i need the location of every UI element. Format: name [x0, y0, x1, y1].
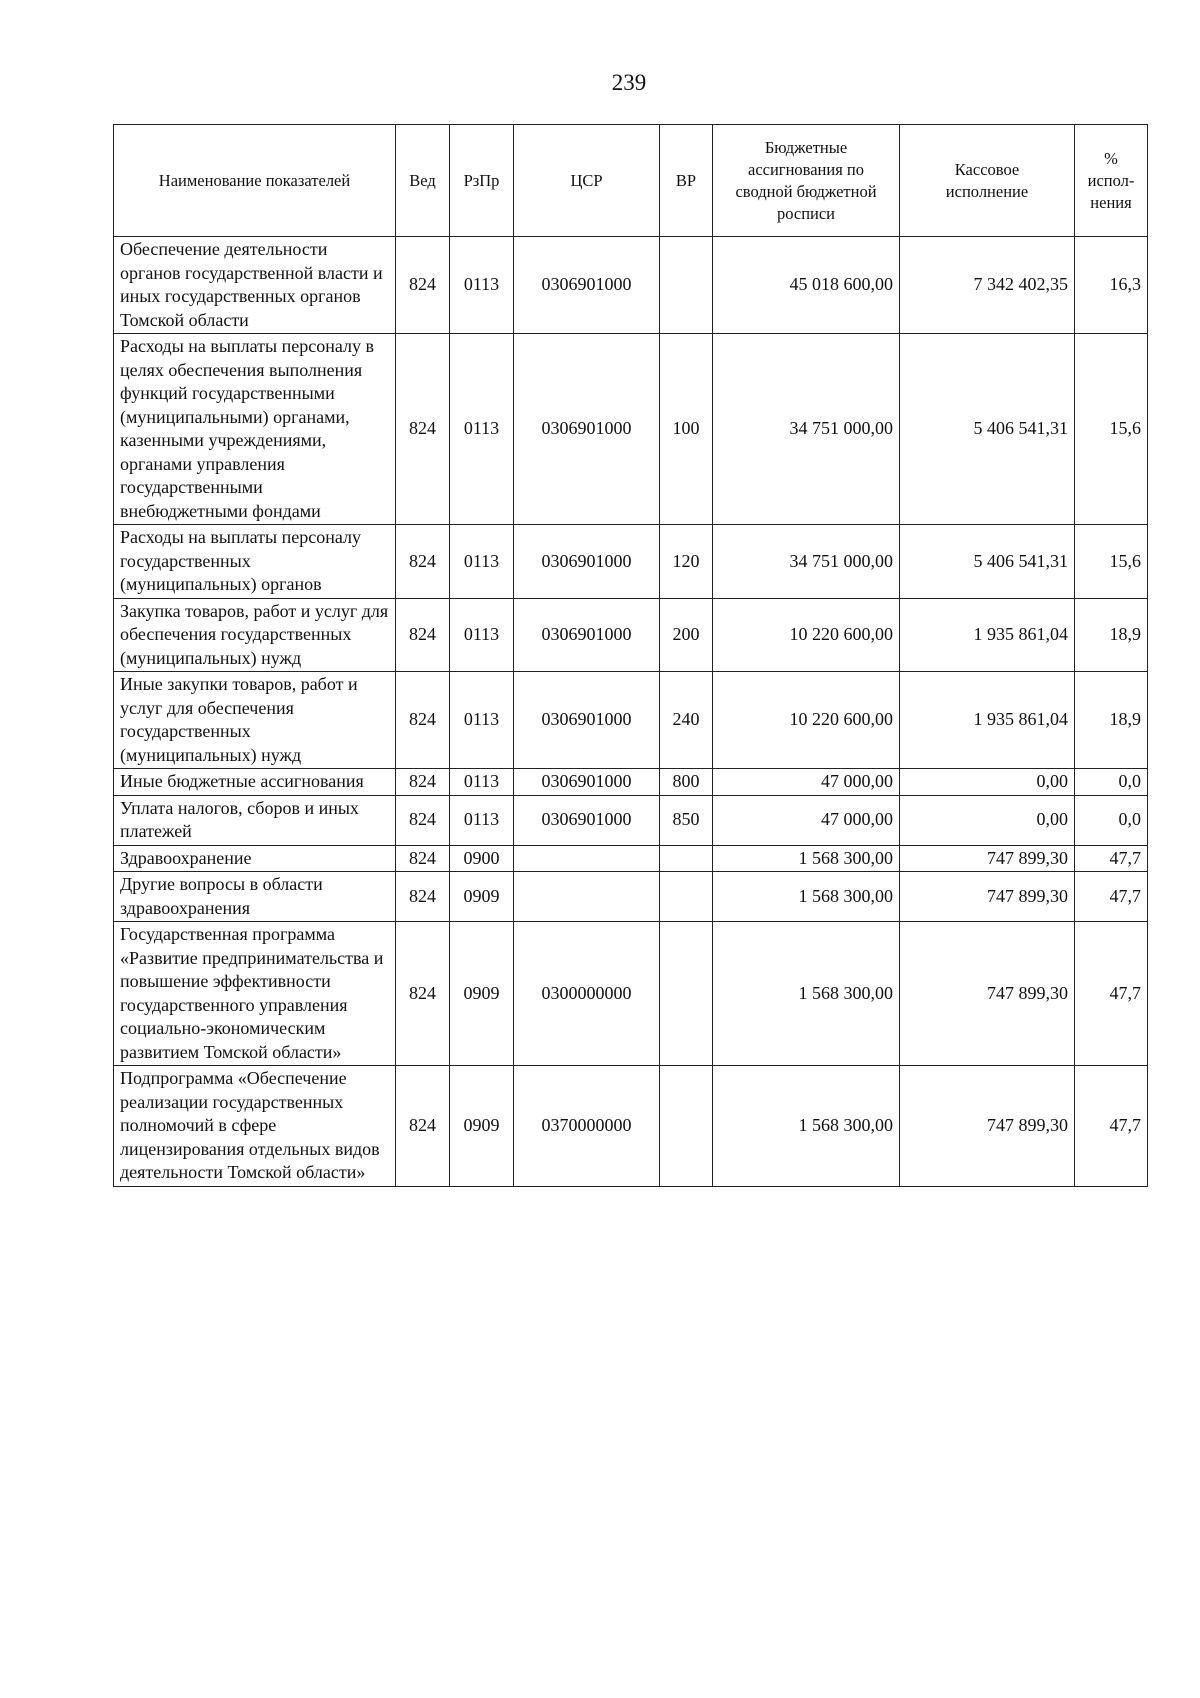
cell-csr: [514, 872, 660, 922]
cell-csr: 0306901000: [514, 237, 660, 334]
cell-percent: 16,3: [1075, 237, 1148, 334]
cell-percent: 47,7: [1075, 1066, 1148, 1187]
cell-name: Обеспечение деятельности органов государственной власти и иных государственных органов Томской области: [114, 237, 396, 334]
cell-percent: 0,0: [1075, 769, 1148, 796]
cell-vr: [660, 845, 713, 872]
cell-ved: 824: [396, 845, 450, 872]
cell-vr: 240: [660, 672, 713, 769]
cell-cash: 747 899,30: [900, 872, 1075, 922]
cell-cash: 747 899,30: [900, 922, 1075, 1066]
cell-name: Уплата налогов, сборов и иных платежей: [114, 795, 396, 845]
cell-name: Здравоохранение: [114, 845, 396, 872]
cell-budget: 1 568 300,00: [713, 845, 900, 872]
cell-name: Расходы на выплаты персоналу в целях обеспечения выполнения функций государственными (муниципальными) органами, казенными учреждениями, органами управления государственными внебюджетными фондами: [114, 334, 396, 525]
cell-rzpr: 0113: [450, 769, 514, 796]
cell-percent: 47,7: [1075, 922, 1148, 1066]
cell-vr: [660, 1066, 713, 1187]
cell-cash: 1 935 861,04: [900, 598, 1075, 672]
page-number: 239: [611, 70, 647, 95]
cell-percent: 15,6: [1075, 334, 1148, 525]
header-percent: % испол-нения: [1075, 125, 1148, 237]
table-row: [114, 525, 1148, 599]
cell-budget: 47 000,00: [713, 769, 900, 796]
cell-rzpr: 0113: [450, 795, 514, 845]
cell-vr: 200: [660, 598, 713, 672]
table-row: [114, 598, 1148, 672]
header-cash: Кассовое исполнение: [900, 125, 1075, 237]
cell-ved: 824: [396, 769, 450, 796]
cell-percent: 18,9: [1075, 598, 1148, 672]
cell-cash: 747 899,30: [900, 845, 1075, 872]
cell-rzpr: 0113: [450, 598, 514, 672]
table-row: [114, 922, 1148, 1066]
cell-budget: 45 018 600,00: [713, 237, 900, 334]
cell-csr: 0306901000: [514, 672, 660, 769]
header-rzpr: РзПр: [450, 125, 514, 237]
cell-ved: 824: [396, 1066, 450, 1187]
header-budget: Бюджетные ассигнования по сводной бюджетной росписи: [713, 125, 900, 237]
cell-budget: 1 568 300,00: [713, 872, 900, 922]
cell-vr: 120: [660, 525, 713, 599]
header-vr: ВР: [660, 125, 713, 237]
table-row: [114, 845, 1148, 872]
cell-csr: 0306901000: [514, 334, 660, 525]
cell-percent: 47,7: [1075, 845, 1148, 872]
cell-ved: 824: [396, 525, 450, 599]
cell-csr: 0306901000: [514, 525, 660, 599]
cell-cash: 747 899,30: [900, 1066, 1075, 1187]
table-row: [114, 795, 1148, 845]
cell-name: Подпрограмма «Обеспечение реализации государственных полномочий в сфере лицензирования отдельных видов деятельности Томской области»: [114, 1066, 396, 1187]
cell-cash: 5 406 541,31: [900, 334, 1075, 525]
cell-ved: 824: [396, 334, 450, 525]
cell-budget: 47 000,00: [713, 795, 900, 845]
cell-ved: 824: [396, 922, 450, 1066]
cell-vr: [660, 237, 713, 334]
cell-rzpr: 0113: [450, 334, 514, 525]
cell-rzpr: 0909: [450, 872, 514, 922]
cell-rzpr: 0113: [450, 237, 514, 334]
cell-vr: [660, 872, 713, 922]
cell-cash: 0,00: [900, 795, 1075, 845]
cell-ved: 824: [396, 672, 450, 769]
table-header-row: [114, 125, 1148, 237]
cell-name: Другие вопросы в области здравоохранения: [114, 872, 396, 922]
cell-budget: 1 568 300,00: [713, 922, 900, 1066]
cell-ved: 824: [396, 598, 450, 672]
table-row: [114, 769, 1148, 796]
cell-cash: 7 342 402,35: [900, 237, 1075, 334]
cell-cash: 1 935 861,04: [900, 672, 1075, 769]
header-csr: ЦСР: [514, 125, 660, 237]
cell-budget: 10 220 600,00: [713, 598, 900, 672]
table-row: [114, 1066, 1148, 1187]
cell-name: Иные бюджетные ассигнования: [114, 769, 396, 796]
header-ved: Вед: [396, 125, 450, 237]
table-row: [114, 334, 1148, 525]
cell-cash: 0,00: [900, 769, 1075, 796]
cell-percent: 15,6: [1075, 525, 1148, 599]
cell-percent: 47,7: [1075, 872, 1148, 922]
cell-rzpr: 0900: [450, 845, 514, 872]
table-row: [114, 872, 1148, 922]
cell-csr: 0370000000: [514, 1066, 660, 1187]
cell-name: Закупка товаров, работ и услуг для обеспечения государственных (муниципальных) нужд: [114, 598, 396, 672]
cell-cash: 5 406 541,31: [900, 525, 1075, 599]
cell-name: Иные закупки товаров, работ и услуг для обеспечения государственных (муниципальных) нужд: [114, 672, 396, 769]
cell-rzpr: 0113: [450, 672, 514, 769]
cell-vr: 100: [660, 334, 713, 525]
cell-vr: 850: [660, 795, 713, 845]
cell-csr: 0300000000: [514, 922, 660, 1066]
cell-csr: 0306901000: [514, 795, 660, 845]
budget-execution-table: [113, 124, 1148, 1187]
cell-budget: 34 751 000,00: [713, 525, 900, 599]
cell-name: Расходы на выплаты персоналу государственных (муниципальных) органов: [114, 525, 396, 599]
cell-name: Государственная программа «Развитие предпринимательства и повышение эффективности государственного управления социально-экономическим развитием Томской области»: [114, 922, 396, 1066]
cell-vr: [660, 922, 713, 1066]
cell-rzpr: 0909: [450, 922, 514, 1066]
cell-percent: 0,0: [1075, 795, 1148, 845]
cell-csr: [514, 845, 660, 872]
cell-ved: 824: [396, 872, 450, 922]
cell-budget: 1 568 300,00: [713, 1066, 900, 1187]
header-name: Наименование показателей: [114, 125, 396, 237]
table-row: [114, 237, 1148, 334]
table-body: [114, 237, 1148, 1187]
cell-ved: 824: [396, 237, 450, 334]
cell-rzpr: 0909: [450, 1066, 514, 1187]
cell-budget: 10 220 600,00: [713, 672, 900, 769]
cell-csr: 0306901000: [514, 769, 660, 796]
table-row: [114, 672, 1148, 769]
cell-csr: 0306901000: [514, 598, 660, 672]
cell-ved: 824: [396, 795, 450, 845]
cell-percent: 18,9: [1075, 672, 1148, 769]
cell-rzpr: 0113: [450, 525, 514, 599]
cell-vr: 800: [660, 769, 713, 796]
cell-budget: 34 751 000,00: [713, 334, 900, 525]
